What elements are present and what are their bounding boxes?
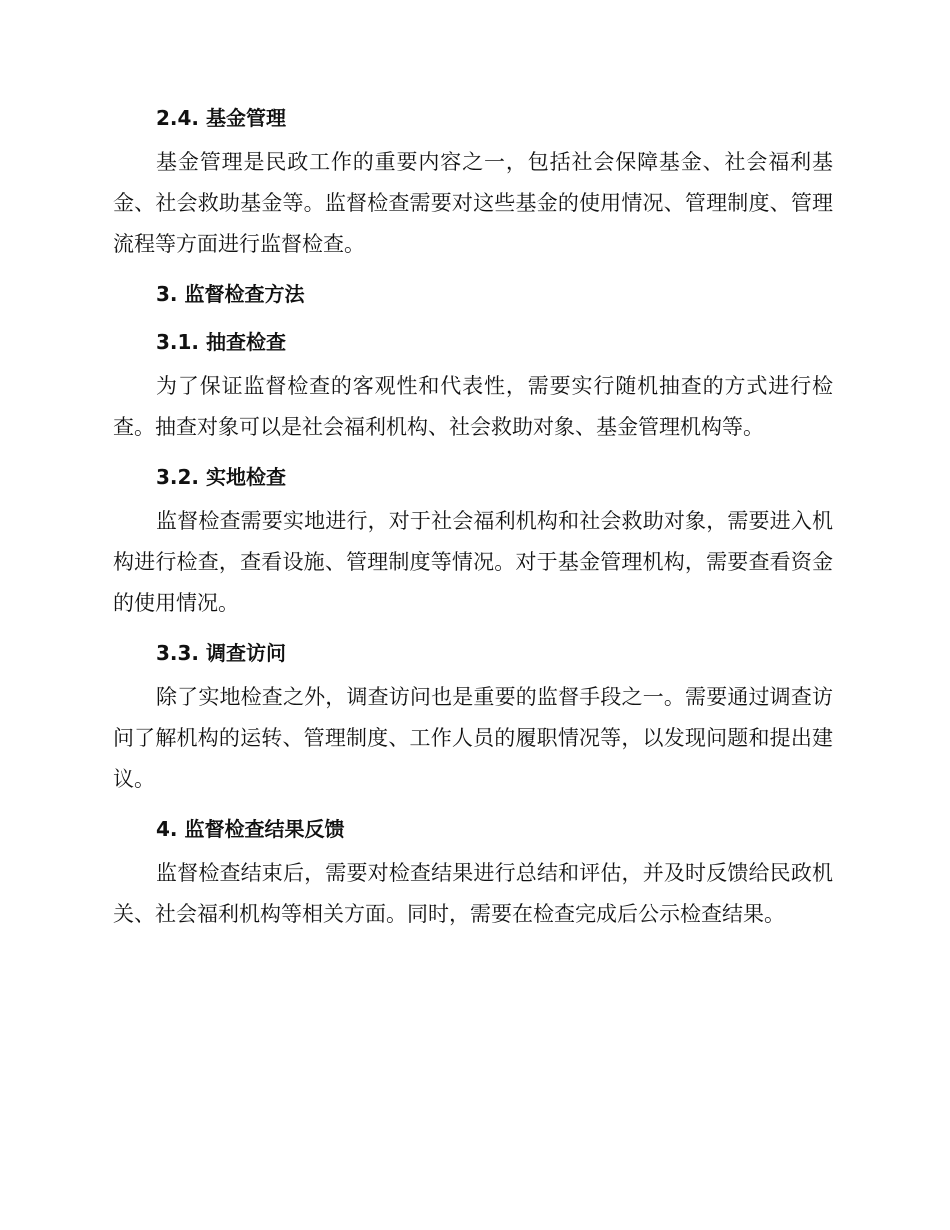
section-heading-3-1: 3.1. 抽查检查 — [156, 330, 286, 354]
document-page — [113, 104, 833, 935]
section-heading-3-2: 3.2. 实地检查 — [156, 465, 286, 489]
section-heading-4: 4. 监督检查结果反馈 — [156, 817, 345, 841]
section-paragraph-3-1: 为了保证监督检查的客观性和代表性，需要实行随机抽查的方式进行检查。抽查对象可以是社会福利机构、社会救助对象、基金管理机构等。 — [113, 374, 833, 439]
section-paragraph-2-4: 基金管理是民政工作的重要内容之一，包括社会保障基金、社会福利基金、社会救助基金等。监督检查需要对这些基金的使用情况、管理制度、管理流程等方面进行监督检查。 — [113, 150, 833, 256]
section-heading-3: 3. 监督检查方法 — [156, 282, 305, 306]
section-heading-3-3: 3.3. 调查访问 — [156, 641, 286, 665]
section-paragraph-4: 监督检查结束后，需要对检查结果进行总结和评估，并及时反馈给民政机关、社会福利机构等相关方面。同时，需要在检查完成后公示检查结果。 — [113, 861, 833, 926]
section-paragraph-3-2: 监督检查需要实地进行，对于社会福利机构和社会救助对象，需要进入机构进行检查，查看设施、管理制度等情况。对于基金管理机构，需要查看资金的使用情况。 — [113, 509, 833, 615]
section-paragraph-3-3: 除了实地检查之外，调查访问也是重要的监督手段之一。需要通过调查访问了解机构的运转、管理制度、工作人员的履职情况等，以发现问题和提出建议。 — [113, 685, 833, 791]
section-heading-2-4: 2.4. 基金管理 — [156, 106, 286, 130]
